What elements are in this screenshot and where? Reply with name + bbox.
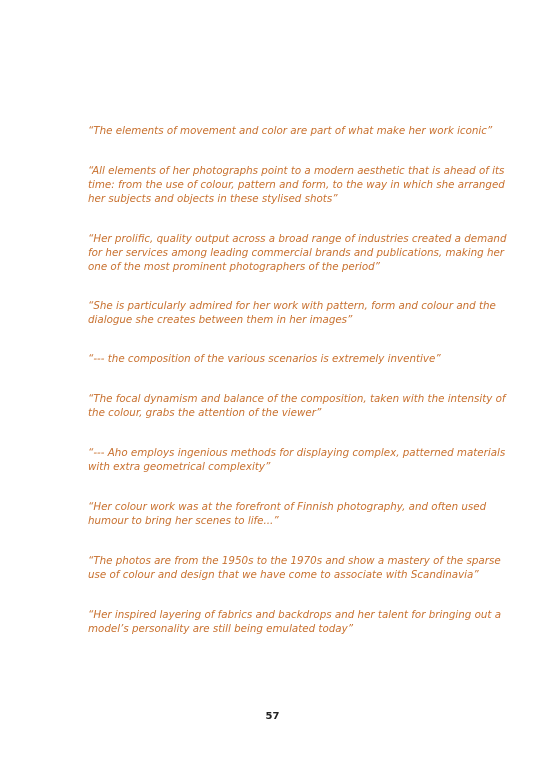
quote-item: “Her inspired layering of fabrics and backdrops and her talent for bringing out a model’s personality are still being emulated today” bbox=[88, 609, 502, 635]
quote-item: “The elements of movement and color are part of what make her work iconic” bbox=[88, 125, 493, 137]
page-number: 57 bbox=[265, 711, 280, 722]
quote-item: “All elements of her photographs point to a modern aesthetic that is ahead of its time: from the use of colour, pattern and form, to the way in which she arranged her subjects and objects in these stylised shots” bbox=[88, 165, 505, 205]
quote-item: “Her prolific, quality output across a broad range of industries created a demand for her services among leading commercial brands and publications, making her one of the most prominent photographers of the period” bbox=[88, 233, 507, 273]
quote-item: “The focal dynamism and balance of the composition, taken with the intensity of the colour, grabs the attention of the viewer” bbox=[88, 393, 506, 419]
quote-item: “She is particularly admired for her work with pattern, form and colour and the dialogue she creates between them in her images” bbox=[88, 300, 496, 326]
quote-item: “Her colour work was at the forefront of Finnish photography, and often used humour to bring her scenes to life...” bbox=[88, 501, 487, 527]
quote-item: “The photos are from the 1950s to the 1970s and show a mastery of the sparse use of colour and design that we have come to associate with Scandinavia” bbox=[88, 555, 501, 581]
quote-item: “--- Aho employs ingenious methods for displaying complex, patterned materials with extra geometrical complexity” bbox=[88, 447, 506, 473]
quote-item: “--- the composition of the various scenarios is extremely inventive” bbox=[88, 353, 441, 365]
